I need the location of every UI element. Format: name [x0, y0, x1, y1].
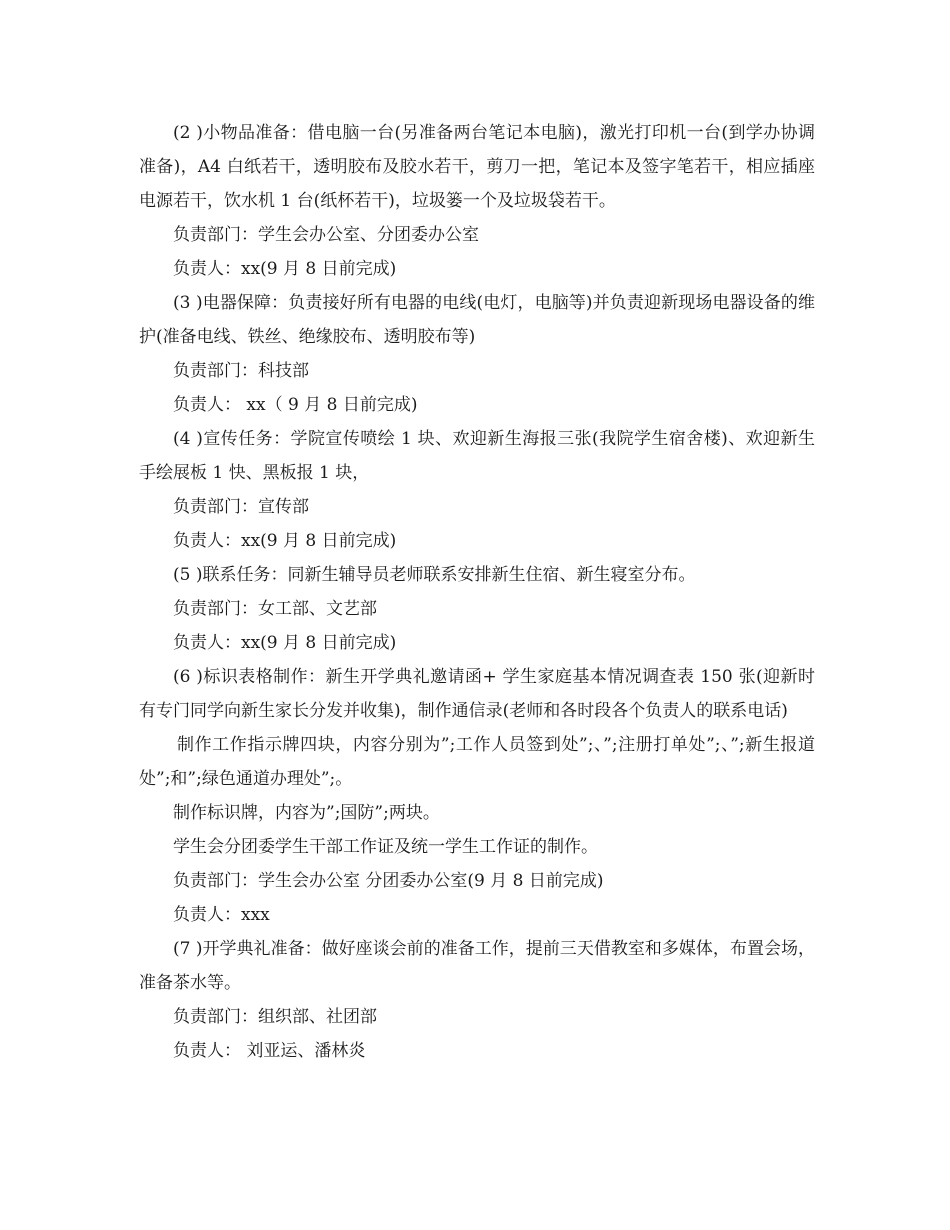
item-4-publicity: (4 )宣传任务：学院宣传喷绘 1 块、欢迎新生海报三张(我院学生宿舍楼)、欢迎新生手绘展板 1 快、黑板报 1 块，: [139, 429, 815, 483]
item-3-person: 负责人： xx（ 9 月 8 日前完成): [173, 395, 418, 415]
item-6-person: 负责人：xxx: [173, 905, 270, 925]
item-6-forms: (6 )标识表格制作：新生开学典礼邀请函+ 学生家庭基本情况调查表 150 张(迎新时有专门同学向新生家长分发并收集)，制作通信录(老师和各时段各个负责人的联系电话): [139, 667, 815, 721]
item-3-electrical: (3 )电器保障：负责接好所有电器的电线(电灯，电脑等)并负责迎新现场电器设备的维护(准备电线、铁丝、绝缘胶布、透明胶布等): [139, 293, 815, 347]
item-2-department: 负责部门：学生会办公室、分团委办公室: [173, 225, 479, 245]
item-5-contact: (5 )联系任务：同新生辅导员老师联系安排新生住宿、新生寝室分布。: [173, 565, 696, 585]
item-2-supplies: (2 )小物品准备：借电脑一台(另准备两台笔记本电脑)，激光打印机一台(到学办协调准备)，A4 白纸若干，透明胶布及胶水若干，剪刀一把，笔记本及签字笔若干，相应插座电源若干，饮水机 1 台(纸杯若干)，垃圾篓一个及垃圾袋若干。: [139, 123, 815, 211]
item-3-department: 负责部门：科技部: [173, 361, 309, 381]
item-2-person: 负责人：xx(9 月 8 日前完成): [173, 259, 397, 279]
item-6-id-signs: 制作标识牌，内容为”;国防”;两块。: [173, 803, 440, 823]
item-7-person: 负责人： 刘亚运、潘林炎: [173, 1041, 366, 1061]
item-7-ceremony: (7 )开学典礼准备：做好座谈会前的准备工作，提前三天借教室和多媒体，布置会场，准备茶水等。: [139, 939, 815, 993]
item-6-work-cards: 学生会分团委学生干部工作证及统一学生工作证的制作。: [173, 837, 598, 857]
item-7-department: 负责部门：组织部、社团部: [173, 1007, 377, 1027]
item-6-department: 负责部门：学生会办公室 分团委办公室(9 月 8 日前完成): [173, 871, 604, 891]
item-5-department: 负责部门：女工部、文艺部: [173, 599, 377, 619]
item-6-signboards: 制作工作指示牌四块，内容分别为”;工作人员签到处”;、”;注册打单处”;、”;新生报道处”;和”;绿色通道办理处”;。: [139, 735, 815, 789]
item-5-person: 负责人：xx(9 月 8 日前完成): [173, 633, 397, 653]
item-4-person: 负责人：xx(9 月 8 日前完成): [173, 531, 397, 551]
item-4-department: 负责部门：宣传部: [173, 497, 309, 517]
document-body: [139, 116, 815, 1068]
